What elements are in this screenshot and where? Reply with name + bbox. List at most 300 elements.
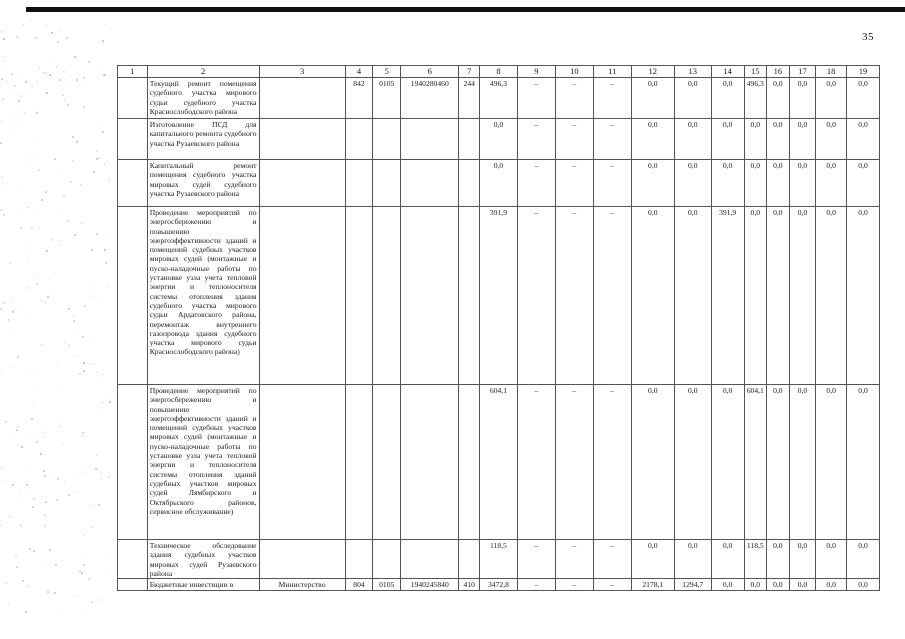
scan-speck: [81, 223, 82, 224]
scan-speck: [3, 302, 5, 304]
scan-speck: [80, 184, 81, 185]
scan-speck: [68, 308, 70, 310]
scan-speck: [15, 119, 17, 121]
scan-speck: [62, 89, 63, 90]
scan-speck: [104, 249, 106, 251]
scan-speck: [14, 85, 16, 87]
cell-c14: 0,0: [711, 579, 744, 591]
column-number-9: 9: [517, 66, 555, 78]
cell-c17: 0,0: [789, 579, 816, 591]
scan-speck: [60, 170, 61, 171]
cell-c6: [401, 385, 459, 540]
scan-speck: [40, 453, 42, 455]
scan-speck: [3, 214, 5, 216]
scan-speck: [93, 505, 94, 506]
column-number-12: 12: [631, 66, 674, 78]
scan-speck: [39, 228, 40, 229]
cell-c13: 0,0: [674, 540, 711, 579]
cell-c7: 244: [459, 78, 480, 119]
scan-speck: [91, 249, 93, 251]
cell-c4: [345, 119, 373, 160]
cell-c12: 2178,1: [631, 579, 674, 591]
cell-c6: 1940245840: [401, 579, 459, 591]
column-number-11: 11: [593, 66, 631, 78]
cell-c6: [401, 540, 459, 579]
cell-c6: [401, 160, 459, 207]
row-name-cell: Техническое обследование здания судебных участков мировых судей Рузаевского района: [147, 540, 259, 579]
scan-speck: [44, 475, 46, 477]
scan-speck: [27, 207, 28, 208]
scan-speck: [5, 421, 7, 423]
scan-speck: [67, 220, 69, 222]
scan-speck: [28, 434, 29, 435]
cell-c4: 804: [345, 579, 373, 591]
column-number-10: 10: [555, 66, 593, 78]
column-number-16: 16: [767, 66, 790, 78]
scan-speck: [32, 506, 34, 508]
scan-speck: [83, 77, 85, 79]
scan-speck: [100, 380, 101, 381]
scan-speck: [83, 83, 84, 84]
cell-c16: 0,0: [767, 78, 790, 119]
cell-c9: –: [517, 78, 555, 119]
scan-speck: [17, 310, 18, 311]
scan-speck: [68, 344, 70, 346]
scan-speck: [57, 362, 58, 363]
scan-speck: [82, 432, 84, 434]
scan-speck: [105, 262, 107, 264]
scan-speck: [88, 61, 90, 63]
scan-speck: [69, 75, 70, 76]
scan-speck: [1, 370, 2, 371]
row-name-cell: Капитальный ремонт помещения судебного участка мировых судей судебного участка Рузаевского района: [147, 160, 259, 207]
scan-speck: [41, 199, 43, 201]
scan-speck: [63, 71, 65, 73]
scan-speck: [64, 99, 65, 100]
cell-c17: 0,0: [789, 540, 816, 579]
cell-c5: 0105: [373, 579, 401, 591]
cell-c19: 0,0: [847, 78, 880, 119]
scan-speck: [17, 444, 18, 445]
scan-speck: [85, 473, 86, 474]
cell-c8: 496,3: [479, 78, 517, 119]
scan-speck: [25, 611, 27, 613]
scan-speck: [48, 247, 49, 248]
scan-speck: [39, 158, 40, 159]
cell-c15: 0,0: [744, 579, 767, 591]
scan-speck: [2, 176, 3, 177]
column-number-2: 2: [147, 66, 259, 78]
scan-speck: [43, 470, 45, 472]
scan-speck: [62, 444, 63, 445]
cell-c17: 0,0: [789, 207, 816, 385]
scan-speck: [103, 74, 105, 76]
cell-c14: 0,0: [711, 119, 744, 160]
cell-c11: –: [593, 119, 631, 160]
column-number-4: 4: [345, 66, 373, 78]
row-name-cell: Проведение мероприятий по энергосбережению и повышению энергоэффективности зданий и помещений судебных участков мировых судей (монтажные и пуско-наладочные работы по установке узла учета тепловой энергии и теплоносителя системы отопления здания судебного участка мирового судьи Ардатовского района, перемонтаж внутреннего газопровода здания судебного участка мирового судьи Краснослободского района): [147, 207, 259, 385]
scan-speck: [22, 580, 24, 582]
scan-speck: [0, 308, 2, 310]
scan-speck: [12, 311, 14, 313]
cell-c4: [345, 540, 373, 579]
cell-c10: –: [555, 207, 593, 385]
scan-speck: [81, 435, 83, 437]
cell-c15: 118,5: [744, 540, 767, 579]
scan-speck: [53, 60, 54, 61]
scan-speck: [102, 402, 103, 403]
column-number-8: 8: [479, 66, 517, 78]
scan-speck: [39, 213, 40, 214]
scan-speck: [49, 74, 51, 76]
scan-speck: [24, 112, 25, 113]
cell-c15: 0,0: [744, 119, 767, 160]
row-name-cell: Текущий ремонт помещения судебного участка мирового судьи судебного участка Краснослободского района: [147, 78, 259, 119]
scan-speck: [16, 108, 17, 109]
scan-speck: [36, 283, 38, 285]
cell-c7: [459, 385, 480, 540]
scan-speck: [42, 496, 43, 497]
scan-speck: [37, 438, 38, 439]
scan-speck: [45, 191, 47, 193]
scan-speck: [1, 468, 2, 469]
cell-c11: –: [593, 385, 631, 540]
column-number-17: 17: [789, 66, 816, 78]
cell-c13: 0,0: [674, 78, 711, 119]
scan-speck: [84, 535, 85, 536]
cell-c13: 1294,7: [674, 579, 711, 591]
table-row: [118, 160, 880, 207]
scan-speck: [46, 25, 47, 26]
row-index-cell: [118, 385, 148, 540]
cell-c9: –: [517, 160, 555, 207]
scan-speck: [34, 389, 35, 390]
scan-speck: [54, 295, 55, 296]
cell-c18: 0,0: [816, 540, 847, 579]
scan-speck: [36, 81, 37, 82]
scan-speck: [21, 446, 23, 448]
cell-c10: –: [555, 119, 593, 160]
scan-speck: [81, 572, 83, 574]
scan-speck: [80, 531, 81, 532]
row-index-cell: [118, 160, 148, 207]
scan-speck: [108, 287, 109, 288]
scan-speck: [6, 188, 7, 189]
table-row: [118, 78, 880, 119]
scan-speck: [25, 81, 27, 83]
scan-speck: [77, 355, 78, 356]
row-name-cell: Проведение мероприятий по энергосбережению и повышению энергоэффективности зданий и помещений судебных участков мировых судей (монтажные и пуско-наладочные работы по установке узла учета тепловой энергии и теплоносителя системы отопления зданий судебных участков мировых судей Лямбирского и Октябрьского районов, сервисное обслуживание): [147, 385, 259, 540]
scan-speck: [67, 104, 69, 106]
cell-c13: 0,0: [674, 207, 711, 385]
scan-speck: [14, 91, 15, 92]
cell-c6: [401, 119, 459, 160]
scan-speck: [28, 166, 29, 167]
scan-speck: [72, 136, 74, 138]
cell-c16: 0,0: [767, 160, 790, 207]
scan-top-edge: [26, 7, 905, 12]
scan-speck: [31, 418, 33, 420]
cell-c14: 0,0: [711, 160, 744, 207]
cell-c12: 0,0: [631, 385, 674, 540]
column-number-19: 19: [847, 66, 880, 78]
column-number-6: 6: [401, 66, 459, 78]
scan-speck: [1, 78, 3, 80]
scan-speck: [91, 526, 93, 528]
cell-c18: 0,0: [816, 119, 847, 160]
scan-speck: [33, 38, 34, 39]
cell-c9: –: [517, 207, 555, 385]
scan-speck: [21, 208, 22, 209]
scan-speck: [73, 315, 75, 317]
cell-c17: 0,0: [789, 119, 816, 160]
cell-c10: –: [555, 160, 593, 207]
scan-speck: [25, 290, 26, 291]
row-index-cell: [118, 207, 148, 385]
scan-speck: [62, 387, 63, 388]
scan-speck: [95, 285, 96, 286]
scan-speck: [110, 29, 111, 30]
scan-speck: [63, 195, 65, 197]
scan-speck: [52, 76, 53, 77]
cell-c13: 0,0: [674, 119, 711, 160]
scan-speck: [87, 558, 88, 559]
cell-c18: 0,0: [816, 385, 847, 540]
column-number-7: 7: [459, 66, 480, 78]
scan-speck: [61, 560, 62, 561]
scan-speck: [91, 601, 93, 603]
scan-speck: [77, 479, 78, 480]
scan-speck: [89, 506, 90, 507]
scan-speck: [57, 478, 59, 480]
scan-speck: [38, 368, 39, 369]
cell-c8: 118,5: [479, 540, 517, 579]
scan-speck: [83, 370, 85, 372]
scan-speck: [60, 30, 61, 31]
cell-c13: 0,0: [674, 385, 711, 540]
scan-speck: [26, 466, 27, 467]
scan-speck: [12, 432, 13, 433]
scan-speck: [9, 262, 11, 264]
cell-c18: 0,0: [816, 579, 847, 591]
cell-c9: –: [517, 119, 555, 160]
table-row: [118, 540, 880, 579]
cell-c8: 0,0: [479, 119, 517, 160]
scan-speck: [92, 290, 93, 291]
column-number-13: 13: [674, 66, 711, 78]
scan-speck: [101, 472, 102, 473]
scan-speck: [88, 578, 90, 580]
scan-speck: [4, 69, 5, 70]
scan-speck: [43, 432, 44, 433]
cell-c6: [401, 207, 459, 385]
scan-speck: [27, 243, 28, 244]
scan-speck: [29, 548, 31, 550]
scan-speck: [108, 476, 110, 478]
scan-speck: [94, 337, 95, 338]
cell-c19: 0,0: [847, 385, 880, 540]
cell-c18: 0,0: [816, 160, 847, 207]
cell-c16: 0,0: [767, 207, 790, 385]
scan-speck: [2, 98, 4, 100]
scan-speck: [7, 81, 8, 82]
cell-c19: 0,0: [847, 207, 880, 385]
column-number-15: 15: [744, 66, 767, 78]
scan-speck: [26, 484, 28, 486]
scan-speck: [108, 394, 109, 395]
scan-speck: [54, 592, 56, 594]
cell-c16: 0,0: [767, 119, 790, 160]
scan-speck: [83, 564, 85, 566]
cell-c19: 0,0: [847, 579, 880, 591]
scan-speck: [45, 429, 46, 430]
scan-speck: [100, 599, 102, 601]
scan-speck: [84, 305, 86, 307]
scan-speck: [34, 278, 35, 279]
cell-c7: [459, 207, 480, 385]
scan-speck: [17, 356, 19, 358]
scan-speck: [38, 169, 40, 171]
scan-speck: [102, 415, 103, 416]
scan-speck: [76, 79, 78, 81]
scan-speck: [41, 300, 42, 301]
scan-speck: [55, 272, 56, 273]
scan-speck: [35, 37, 37, 39]
scan-speck: [58, 209, 59, 210]
scan-speck: [23, 500, 24, 501]
scan-speck: [109, 401, 111, 403]
scan-speck: [28, 287, 30, 289]
scan-speck: [80, 373, 81, 374]
cell-c3: [259, 207, 345, 385]
scan-speck: [16, 566, 18, 568]
scan-speck: [74, 596, 75, 597]
scan-speck: [45, 72, 47, 74]
scan-speck: [68, 347, 69, 348]
scan-speck: [64, 342, 65, 343]
cell-c14: 0,0: [711, 78, 744, 119]
scan-speck: [102, 131, 104, 133]
cell-c3: [259, 119, 345, 160]
scan-speck: [37, 107, 38, 108]
scan-speck: [96, 150, 98, 152]
cell-c19: 0,0: [847, 160, 880, 207]
column-number-5: 5: [373, 66, 401, 78]
cell-c17: 0,0: [789, 160, 816, 207]
scan-speck: [60, 426, 61, 427]
cell-c18: 0,0: [816, 207, 847, 385]
scan-speck: [46, 250, 48, 252]
scan-speck: [27, 93, 28, 94]
scan-speck: [108, 569, 109, 570]
scan-speck: [28, 261, 29, 262]
cell-c10: –: [555, 385, 593, 540]
scan-speck: [36, 112, 38, 114]
scan-speck: [16, 429, 18, 431]
cell-c4: [345, 160, 373, 207]
cell-c12: 0,0: [631, 78, 674, 119]
scan-speck: [56, 613, 57, 614]
cell-c10: –: [555, 540, 593, 579]
cell-c11: –: [593, 78, 631, 119]
cell-c14: 0,0: [711, 540, 744, 579]
scan-speck: [49, 549, 51, 551]
cell-c7: [459, 160, 480, 207]
row-name-cell: Бюджетные инвестиции в: [147, 579, 259, 591]
column-number-18: 18: [816, 66, 847, 78]
scan-speck: [1, 31, 3, 33]
cell-c7: [459, 540, 480, 579]
scan-speck: [33, 550, 35, 552]
scan-speck: [68, 494, 70, 496]
scan-speck: [97, 468, 98, 469]
scan-speck: [104, 234, 105, 235]
scan-speck: [64, 482, 65, 483]
cell-c11: –: [593, 160, 631, 207]
cell-c7: 410: [459, 579, 480, 591]
table-row: [118, 385, 880, 540]
scan-speck: [16, 36, 18, 38]
scan-speck: [42, 564, 43, 565]
scan-speck: [83, 362, 85, 364]
scan-speck: [1, 121, 2, 122]
scan-speck: [97, 302, 98, 303]
scan-speck: [102, 40, 104, 42]
cell-c8: 0,0: [479, 160, 517, 207]
scan-speck: [93, 171, 95, 173]
scan-speck: [28, 318, 29, 319]
scan-speck: [51, 32, 53, 34]
cell-c5: [373, 207, 401, 385]
scan-speck: [96, 372, 97, 373]
scan-speck: [108, 179, 110, 181]
cell-c5: [373, 160, 401, 207]
scan-speck: [8, 604, 9, 605]
scan-speck: [82, 466, 83, 467]
cell-c3: [259, 540, 345, 579]
scan-speck: [97, 70, 98, 71]
scan-speck: [106, 161, 107, 162]
scan-speck: [87, 615, 88, 616]
cell-c3: Министерство: [259, 579, 345, 591]
scan-speck: [106, 552, 107, 553]
cell-c5: 0105: [373, 78, 401, 119]
scan-speck: [59, 79, 61, 81]
scan-speck: [3, 38, 5, 40]
scan-speck: [90, 296, 91, 297]
scan-speck: [98, 504, 100, 506]
scan-speck: [96, 455, 97, 456]
table-row: [118, 119, 880, 160]
cell-c12: 0,0: [631, 540, 674, 579]
scan-speck: [54, 158, 56, 160]
scan-speck: [9, 516, 11, 518]
scan-speck: [70, 181, 72, 183]
scan-speck: [51, 239, 53, 241]
cell-c5: [373, 119, 401, 160]
scan-speck: [18, 77, 19, 78]
scan-speck: [10, 332, 11, 333]
cell-c16: 0,0: [767, 385, 790, 540]
scan-speck: [33, 405, 34, 406]
table-row: [118, 579, 880, 591]
scan-speck: [20, 526, 21, 527]
cell-c11: –: [593, 207, 631, 385]
cell-c13: 0,0: [674, 160, 711, 207]
scan-speck: [47, 591, 49, 593]
cell-c14: 0,0: [711, 385, 744, 540]
cell-c10: –: [555, 579, 593, 591]
